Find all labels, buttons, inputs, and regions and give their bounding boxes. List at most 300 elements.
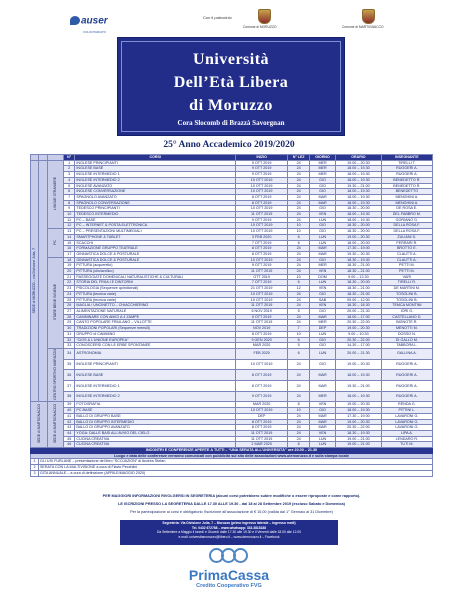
course-name: CUCINA CREATIVA <box>75 436 236 442</box>
group-label-text: SEDE di MARTIGNACCO <box>53 404 58 444</box>
course-day: VEN <box>309 303 335 309</box>
course-name: INGLESE PRINCIPIANTI <box>75 160 236 166</box>
course-time: 18.00 – 19.30 <box>336 194 382 200</box>
group-label-text: STARE BENE INSIEME <box>53 283 58 320</box>
course-time: 17.30 – 19.00 <box>336 413 382 419</box>
course-number: 46 <box>64 442 75 448</box>
course-number: 42 <box>64 419 75 425</box>
course-time: 19.00 – 20.30 <box>336 326 382 332</box>
course-lessons: 10 <box>288 274 310 280</box>
course-day: DOM <box>309 274 335 280</box>
course-number: 37 <box>64 381 75 392</box>
course-name: PC – BASE <box>75 217 236 223</box>
primacassa-logo-icon <box>209 548 249 563</box>
course-start: 9 OTT 2019 <box>235 160 287 166</box>
course-lessons: 10 <box>288 229 310 235</box>
col-header-day: GIORNO <box>309 155 335 161</box>
course-day: MAR <box>309 246 335 252</box>
course-teacher: RUGGERI A. <box>381 172 432 178</box>
course-teacher: BENEDETTO R. <box>381 177 432 183</box>
course-name: BALLO DI GRUPPO AVANZATO <box>75 425 236 431</box>
course-name: STORIA DEL FRIULI E DINTORNI <box>75 280 236 286</box>
course-teacher: ZULIANI D. <box>381 234 432 240</box>
course-time: 18.00 – 19.30 <box>336 200 382 206</box>
course-lessons: 6 <box>288 234 310 240</box>
course-name: SPAGNOLO CONVERSAZIONE <box>75 200 236 206</box>
group-label <box>48 402 64 448</box>
course-day: GIO <box>309 343 335 349</box>
course-number: 29 <box>64 320 75 326</box>
course-start: 21 OTT 2019 <box>235 286 287 292</box>
course-number: 28 <box>64 314 75 320</box>
sede-moruzzo-label <box>31 160 39 402</box>
course-name: CONOSCERSI CON LE ERBE SPONTANEE <box>75 343 236 349</box>
course-day: GIO <box>309 291 335 297</box>
course-day: VEN <box>309 430 335 436</box>
course-day: MER <box>309 263 335 269</box>
course-day: MER <box>309 391 335 402</box>
course-teacher: RUGGERI A. <box>381 391 432 402</box>
course-start: 7 OTT 2019 <box>235 280 287 286</box>
group-label-text: PC <box>53 239 58 245</box>
course-teacher: BROTTO E. <box>381 246 432 252</box>
course-name: PITTURA (acquerello) <box>75 263 236 269</box>
col-header-time: ORARIO <box>336 155 382 161</box>
title-subtitle: Cora Slocomb di Brazzà Savorgnan <box>177 119 285 127</box>
course-time: 18.00 – 19.30 <box>336 166 382 172</box>
course-time: 9.00 – 10.30 <box>336 331 382 337</box>
conference-title: SERATA CON LA MULTIVISIONE a cura di Flavio Pecchiini <box>38 465 432 471</box>
course-day: GIO <box>309 359 335 370</box>
course-start: 8 OTT 2019 <box>235 331 287 337</box>
course-teacher: RUGGERI A. <box>381 370 432 381</box>
course-lessons: 12 <box>288 286 310 292</box>
course-name: INGLESE INTERMEDIO 1 <box>75 381 236 392</box>
address-line-4[interactable]: e-mail: universitamoruzzo@libero.it – www.utemoruzzo.it – Facebook <box>178 535 280 540</box>
course-start: 10 OTT 2019 <box>235 257 287 263</box>
conferences-body <box>31 448 433 477</box>
course-teacher: RUGGERI A. <box>381 381 432 392</box>
course-time: 18.00 – 19.30 <box>336 189 382 195</box>
year-heading: 25° Anno Accademico 2019/2020 <box>163 140 295 150</box>
course-teacher: TIRELLI T. <box>381 160 432 166</box>
course-day: MER <box>309 320 335 326</box>
course-time: 9.00 – 12.30 <box>336 274 382 280</box>
course-lessons: 24 <box>288 436 310 442</box>
course-number: 30 <box>64 326 75 332</box>
course-time: 18.30 – 21.00 <box>336 291 382 297</box>
course-teacher: TOSOLINI B. <box>381 291 432 297</box>
course-name: PITTURA (tecnica varie) <box>75 291 236 297</box>
course-number: 33 <box>64 343 75 349</box>
course-lessons: 5 <box>288 343 310 349</box>
info-line-2: LE ISCRIZIONI PRESSO LA SEGRETERIA DALLE 17.30 ALLE 19.30 - dal 18 al 28 Settembre 2019 (escluso Sabato e Domenica) <box>118 502 345 506</box>
course-day: LUN <box>309 217 335 223</box>
conference-title: GLI USI FURLANE – presentazione del libro “SCOJAZION” di Andrea Stefan <box>38 459 432 465</box>
course-lessons: 24 <box>288 314 310 320</box>
course-lessons: 24 <box>288 303 310 309</box>
course-day: SAB <box>309 297 335 303</box>
course-teacher: DE ROSA E. <box>381 206 432 212</box>
course-teacher: TEMCA MONTINI <box>381 303 432 309</box>
course-name: ALIMENTAZIONE NATURALE <box>75 308 236 314</box>
col-header-teacher: INSEGNANTE <box>381 155 432 161</box>
course-time: 17.30 – 19.00 <box>336 246 382 252</box>
course-day: MER <box>309 166 335 172</box>
course-day: MER <box>309 172 335 178</box>
sede-martignacco-label <box>31 402 48 448</box>
course-day: GIO <box>309 206 335 212</box>
course-time: 19.00 – 20.30 <box>336 234 382 240</box>
courses-body <box>31 160 433 447</box>
course-teacher: LAVARONI G. <box>381 425 432 431</box>
course-row <box>31 381 433 392</box>
course-lessons: 24 <box>288 212 310 218</box>
course-teacher: TUTI M. <box>381 442 432 448</box>
course-time: 20.30 – 22.00 <box>336 320 382 326</box>
course-name: SPAGNOLO AVANZATO <box>75 194 236 200</box>
moruzzo-crest-icon <box>258 9 271 24</box>
course-start: 10 OTT 2019 <box>235 408 287 414</box>
course-number: 36 <box>64 370 75 381</box>
course-day: GIO <box>309 189 335 195</box>
group-label <box>48 348 64 402</box>
course-start: 9 OTT 2019 <box>235 166 287 172</box>
side-spacer <box>38 160 47 402</box>
course-name: BALLO DI GRUPPO BASE <box>75 413 236 419</box>
course-teacher: MENGHINI A. <box>381 194 432 200</box>
course-day: LUN <box>309 436 335 442</box>
course-time: 20.30 – 22.00 <box>336 425 382 431</box>
course-start: 11 OTT 2019 <box>235 212 287 218</box>
col-header-start: INIZIO <box>235 155 287 161</box>
course-time: 19.00 – 20.30 <box>336 160 382 166</box>
course-day: GIO <box>309 408 335 414</box>
course-teacher: RENDA G. <box>381 402 432 408</box>
course-time: 18.00 – 20.00 <box>336 240 382 246</box>
course-name: CUCINA CREATIVA <box>75 442 236 448</box>
course-day: LUN <box>309 331 335 337</box>
course-name: BALLO DI GRUPPO INTERMEDIO <box>75 419 236 425</box>
course-name: GRUPPO di CAMMINO <box>75 331 236 337</box>
course-time: 18.30 – 21.00 <box>336 286 382 292</box>
course-lessons: 24 <box>288 251 310 257</box>
course-lessons: 6 <box>288 442 310 448</box>
course-time: 19.00 – 20.30 <box>336 359 382 370</box>
course-number: 9 <box>64 206 75 212</box>
course-teacher: GORIANO G. <box>381 217 432 223</box>
course-lessons: 7 <box>288 326 310 332</box>
course-row <box>31 391 433 402</box>
course-number: 22 <box>64 280 75 286</box>
course-teacher: PITTINI L. <box>381 408 432 414</box>
course-day: MAR <box>309 413 335 419</box>
course-day: VEN <box>309 402 335 408</box>
course-name: TRADIZIONI POPOLARI (Sequenze mensili) <box>75 326 236 332</box>
course-name: INGLESE INTERMEDIO 2 <box>75 177 236 183</box>
course-start: 8 OTT 2019 <box>235 425 287 431</box>
course-teacher: LAVARONI G. <box>381 419 432 425</box>
course-lessons: 24 <box>288 320 310 326</box>
group-label-text: CENTRO SPORTIVO MORUZZO <box>53 348 58 400</box>
course-time: 09.00 – 12.00 <box>336 297 382 303</box>
course-name: INGLESE BASE <box>75 370 236 381</box>
course-teacher: PETTI M. <box>381 269 432 275</box>
course-day: VEN <box>309 212 335 218</box>
course-teacher: CASTELLANO D. <box>381 314 432 320</box>
course-start: MAR 2020 <box>235 402 287 408</box>
group-label-text: LINGUE STRANIERE <box>53 177 58 211</box>
course-lessons: 24 <box>288 206 310 212</box>
course-day: LUN <box>309 442 335 448</box>
course-number: 38 <box>64 391 75 402</box>
course-number: 6 <box>64 189 75 195</box>
course-day: GIO <box>309 177 335 183</box>
course-time: 18.00 – 19.30 <box>336 408 382 414</box>
course-time: 18.30 – 20.00 <box>336 206 382 212</box>
course-teacher: GALLINA A. <box>381 348 432 359</box>
course-start: MAR 2020 <box>235 343 287 349</box>
course-day: LUN <box>309 280 335 286</box>
course-number: 4 <box>64 177 75 183</box>
course-lessons: 6 <box>288 348 310 359</box>
course-day: VEN <box>309 269 335 275</box>
course-number: 5 <box>64 183 75 189</box>
course-number: 25 <box>64 297 75 303</box>
course-name: PC BASE <box>75 408 236 414</box>
sponsor-sub: Credito Cooperativo FVG <box>196 583 262 589</box>
title-line-1: Università <box>192 51 270 68</box>
course-start: 10 OTT 2019 <box>235 229 287 235</box>
course-time: 18.30 – 19.30 <box>336 257 382 263</box>
course-teacher: MENGHINI A. <box>381 200 432 206</box>
course-day: MAR <box>309 425 335 431</box>
course-time: 19.30 – 21.00 <box>336 183 382 189</box>
address-line-1: Segreteria: Via Divisione Julia, 7 – Moruzzo (primo ingresso laterale – ingresso medi) <box>162 521 296 525</box>
course-lessons: 6 <box>288 240 310 246</box>
course-start: 8 OTT 2019 <box>235 251 287 257</box>
course-teacher: RUGGERI A. <box>381 166 432 172</box>
course-number: 21 <box>64 274 75 280</box>
course-number: 19 <box>64 263 75 269</box>
course-lessons: 24 <box>288 177 310 183</box>
course-number: 44 <box>64 430 75 436</box>
course-start: 8 OTT 2019 <box>235 246 287 252</box>
course-teacher: VARI <box>381 274 432 280</box>
course-lessons: 24 <box>288 194 310 200</box>
group-label <box>48 257 64 348</box>
course-start: 9 OTT 2019 <box>235 217 287 223</box>
course-time: 19.30 – 21.00 <box>336 381 382 392</box>
martignacco-crest-icon <box>362 9 375 24</box>
course-time: 18.00 – 19.30 <box>336 391 382 402</box>
course-time: 18.30 – 20.00 <box>336 229 382 235</box>
address-line-2: Tel. 0432 672788 – www.whatsapp: 333.3818188 <box>191 525 267 530</box>
course-start: 10 OTT 2019 <box>235 297 287 303</box>
course-name: GINNASTICA DOLCE & POSTURALE <box>75 257 236 263</box>
address-line-3: Da Settembre a Maggio il lunedì e Giovedì dalle 17.30 alle 19.30 e il Venerdì dalle 18.00 alle 12.00 <box>156 530 302 535</box>
course-start: 11 OTT 2019 <box>235 303 287 309</box>
course-teacher: IORI G. <box>381 308 432 314</box>
course-start: 10 OTT 2019 <box>235 189 287 195</box>
course-number: 13 <box>64 229 75 235</box>
course-day: MAR <box>309 251 335 257</box>
course-teacher: BENEDETTO R. <box>381 183 432 189</box>
course-time: 18.30 – 20.00 <box>336 280 382 286</box>
course-day: GIO <box>309 257 335 263</box>
course-name: SCACCHI <box>75 240 236 246</box>
course-row <box>31 348 433 359</box>
course-name: SMARTPHONE & TABLET <box>75 234 236 240</box>
course-time: 18.30 – 21.00 <box>336 263 382 269</box>
course-number: 17 <box>64 251 75 257</box>
course-day: LUN <box>309 234 335 240</box>
conference-number: 3 <box>31 470 39 476</box>
course-name: FORMAZIONE GRUPPO TEATRALE <box>75 246 236 252</box>
course-day: MAR <box>309 381 335 392</box>
course-start: 3 FEB 2020 <box>235 234 287 240</box>
address-box <box>120 520 338 545</box>
course-start: 9 OTT 2019 <box>235 263 287 269</box>
course-time: 18.00 – 19.30 <box>336 177 382 183</box>
course-lessons: 24 <box>288 425 310 431</box>
course-day: LUN <box>309 240 335 246</box>
course-teacher: DOSSO N. <box>381 331 432 337</box>
course-lessons: 24 <box>288 263 310 269</box>
course-number: 10 <box>64 212 75 218</box>
course-lessons: 24 <box>288 297 310 303</box>
comune-moruzzo-label: Comune di MORUZZO <box>243 25 277 29</box>
course-time: 14.30 – 17.00 <box>336 343 382 349</box>
course-name: INGLESE CONVERSAZIONE <box>75 189 236 195</box>
course-start: 8 OTT 2019 <box>235 381 287 392</box>
course-number: 24 <box>64 291 75 297</box>
course-day: GIO <box>309 337 335 343</box>
course-teacher: DI GALLO M. <box>381 337 432 343</box>
course-lessons: 24 <box>288 370 310 381</box>
course-start: 5 OTT 2019 <box>235 314 287 320</box>
course-number: 2 <box>64 166 75 172</box>
course-lessons: 10 <box>288 223 310 229</box>
auser-sub: VOLONTARIATO <box>83 30 107 34</box>
course-lessons: 8 <box>288 402 310 408</box>
course-lessons: 24 <box>288 391 310 402</box>
course-time: 20.30 – 22.00 <box>336 337 382 343</box>
title-line-2: Dell’Età Libera <box>173 74 289 91</box>
course-start: 11 OTT 2019 <box>235 320 287 326</box>
course-start: 7 OTT 2019 <box>235 240 287 246</box>
course-start: 6 NOV 2019 <box>235 308 287 314</box>
course-teacher: DELLA ROSA F. <box>381 223 432 229</box>
course-number: 45 <box>64 436 75 442</box>
course-name: PITTURA (tecnica varie) <box>75 297 236 303</box>
course-time: 18.00 – 17.00 <box>336 314 382 320</box>
conference-title: GITA ANNUALE – a cura di definizione (APRILE/MAGGIO 2020) <box>38 470 432 476</box>
course-start: 10 OTT 2019 <box>235 291 287 297</box>
course-number: 7 <box>64 194 75 200</box>
course-start: 10 OTT 2019 <box>235 183 287 189</box>
course-number: 8 <box>64 200 75 206</box>
course-name: MAGLIA / UNCINETTO – CHIACCHIERINO <box>75 303 236 309</box>
course-time: 19.00 – 20.30 <box>336 402 382 408</box>
course-teacher: MENOTTI M. <box>381 326 432 332</box>
course-number: 39 <box>64 402 75 408</box>
course-lessons: 24 <box>288 257 310 263</box>
course-teacher: TOSOLINI B. <box>381 297 432 303</box>
course-start: DEP <box>235 413 287 419</box>
course-lessons: 24 <box>288 160 310 166</box>
course-teacher: TIRELLI R. <box>381 280 432 286</box>
course-time: 18.30 – 20.00 <box>336 223 382 229</box>
course-lessons: 24 <box>288 246 310 252</box>
course-day: GIO <box>309 223 335 229</box>
course-start: 9 GEN 2020 <box>235 337 287 343</box>
conference-number: 1 <box>31 459 39 465</box>
course-number: 43 <box>64 425 75 431</box>
course-number: 20 <box>64 269 75 275</box>
col-header-number: N° <box>64 155 75 161</box>
course-teacher: DE MARTINI M. <box>381 286 432 292</box>
course-start: NOV 2019 <box>235 326 287 332</box>
course-start: 8 OTT 2019 <box>235 419 287 425</box>
course-name: TEDESCO PRINCIPIANTI <box>75 206 236 212</box>
comune-martignacco-label: Comune di MARTIGNACCO <box>342 25 384 29</box>
course-number: 14 <box>64 234 75 240</box>
course-start: 9 OTT 2019 <box>235 172 287 178</box>
course-lessons: 24 <box>288 430 310 436</box>
course-lessons: 24 <box>288 172 310 178</box>
course-number: 40 <box>64 408 75 414</box>
course-number: 15 <box>64 240 75 246</box>
course-time: 18.30 – 19.30 <box>336 430 382 436</box>
conference-row <box>31 470 433 476</box>
course-start: 11 OTT 2019 <box>235 430 287 436</box>
course-name: PASSEGGIATE DOMENICALI NATURALISTICHE & CULTURALI <box>75 274 236 280</box>
course-name: INGLESE AVANZATO <box>75 183 236 189</box>
course-row <box>31 370 433 381</box>
course-lessons: 24 <box>288 413 310 419</box>
course-start: 10 OTT 2019 <box>235 223 287 229</box>
col-header-lessons: N° LEZ <box>288 155 310 161</box>
course-teacher: DELLA ROSA F. <box>381 229 432 235</box>
course-day: MAR <box>309 194 335 200</box>
course-start: 10 OTT 2019 <box>235 177 287 183</box>
course-time: 18.00 – 19.30 <box>336 217 382 223</box>
course-number: 32 <box>64 337 75 343</box>
course-lessons: 24 <box>288 183 310 189</box>
course-number: 11 <box>64 217 75 223</box>
course-time: 18.30 – 21.00 <box>336 269 382 275</box>
course-teacher: DEL FABBRO M. <box>381 212 432 218</box>
course-day: VEN <box>309 286 335 292</box>
course-name: INGLESE INTERMEDIO 1 <box>75 172 236 178</box>
course-day: GIO <box>309 308 335 314</box>
course-teacher: RUGGERI A. <box>381 359 432 370</box>
course-lessons: 10 <box>288 408 310 414</box>
course-name: CAMMINARE CON AMICI A 4 ZAMPE <box>75 314 236 320</box>
course-lessons: 6 <box>288 280 310 286</box>
course-time: 19.30 – 20.30 <box>336 251 382 257</box>
course-start: 10 OTT 2019 <box>235 206 287 212</box>
course-start: 8 OTT 2019 <box>235 370 287 381</box>
course-name: ASTRONOMIA <box>75 348 236 359</box>
course-number: 18 <box>64 257 75 263</box>
conferences-title: INCONTRI E CONFERENZE APERTE A TUTTI – “UNA SERATA ALL’UNIVERSITÀ” ore 20.00 – 21.30 <box>31 448 433 454</box>
course-number: 41 <box>64 413 75 419</box>
course-number: 12 <box>64 223 75 229</box>
course-lessons: 24 <box>288 189 310 195</box>
course-number: 23 <box>64 286 75 292</box>
